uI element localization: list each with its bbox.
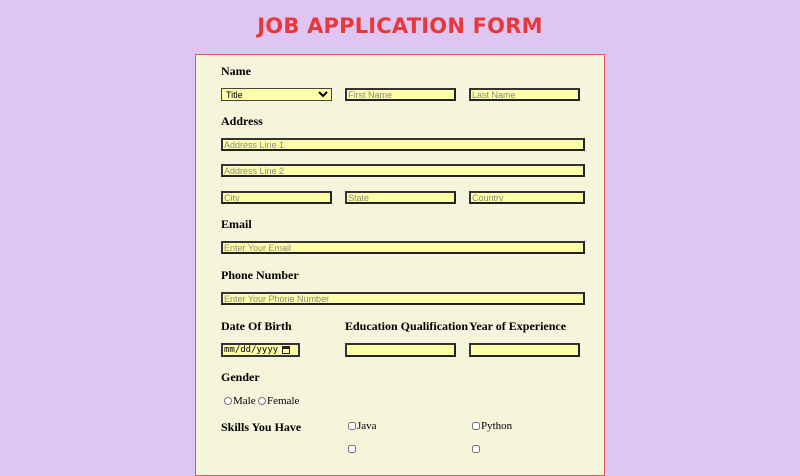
- skills-label: Skills You Have: [221, 420, 302, 434]
- address-line1-input[interactable]: [221, 138, 585, 151]
- address-line2-input[interactable]: [221, 164, 585, 177]
- phone-label: Phone Number: [221, 268, 299, 282]
- first-name-input[interactable]: [345, 88, 456, 101]
- java-checkbox-label: Java: [357, 420, 377, 432]
- male-radio[interactable]: [224, 397, 232, 405]
- java-checkbox[interactable]: [348, 422, 356, 430]
- skill-option-partial-2[interactable]: [472, 445, 481, 453]
- gender-label: Gender: [221, 370, 260, 384]
- female-radio[interactable]: [258, 397, 266, 405]
- python-checkbox-label: Python: [481, 420, 513, 432]
- python-checkbox[interactable]: [472, 422, 480, 430]
- application-form: [195, 54, 605, 476]
- skill-option-partial-1[interactable]: [348, 445, 357, 453]
- address-label: Address: [221, 114, 263, 128]
- dob-value: mm/dd/yyyy: [224, 345, 279, 355]
- female-radio-label: Female: [267, 395, 300, 407]
- phone-input[interactable]: [221, 292, 585, 305]
- state-input[interactable]: [345, 191, 456, 204]
- experience-label: Year of Experience: [469, 319, 567, 333]
- title-select[interactable]: [221, 88, 332, 101]
- dob-input[interactable]: [221, 343, 300, 357]
- dob-label: Date Of Birth: [221, 319, 292, 333]
- experience-input[interactable]: [469, 343, 580, 357]
- skill-option-java[interactable]: [348, 420, 377, 432]
- education-input[interactable]: [345, 343, 456, 357]
- city-input[interactable]: [221, 191, 332, 204]
- gender-option-female[interactable]: [258, 395, 299, 407]
- page-title: JOB APPLICATION FORM: [257, 14, 543, 38]
- email-label: Email: [221, 217, 252, 231]
- email-input[interactable]: [221, 241, 585, 254]
- last-name-input[interactable]: [469, 88, 580, 101]
- skill-option-python[interactable]: [472, 420, 512, 432]
- skill-checkbox-4[interactable]: [472, 445, 480, 453]
- education-label: Education Qualification: [345, 319, 469, 333]
- calendar-icon[interactable]: [282, 346, 290, 354]
- skill-checkbox-3[interactable]: [348, 445, 356, 453]
- name-label: Name: [221, 64, 251, 78]
- country-input[interactable]: [469, 191, 585, 204]
- gender-option-male[interactable]: [224, 395, 256, 407]
- male-radio-label: Male: [233, 395, 256, 407]
